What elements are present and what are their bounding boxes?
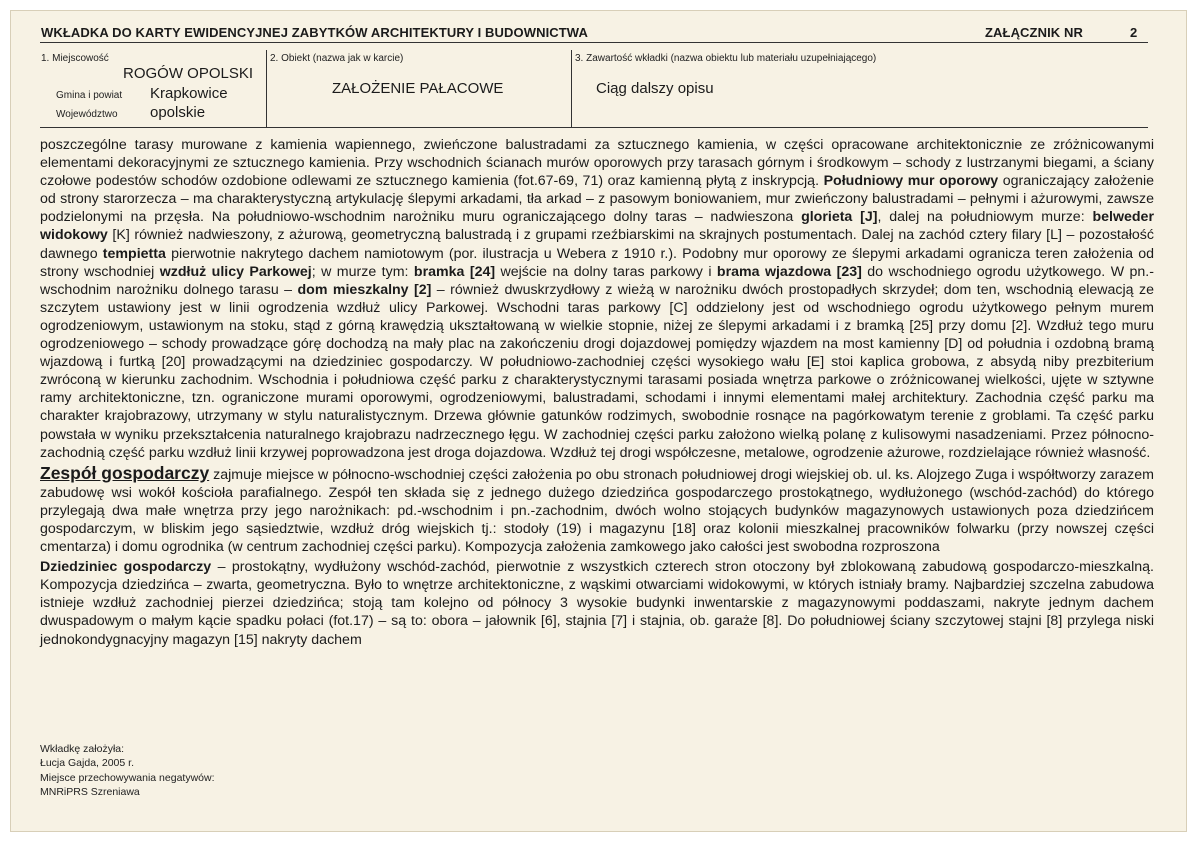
storage-label: Miejsce przechowywania negatywów:	[40, 772, 215, 784]
body-text: poszczególne tarasy murowane z kamienia wapiennego, zwieńczone balustradami za sztucznego kamienia, w części opracowane architektonicznie ze zróżnicowanymi elementami dekoracyjnymi ze sztucznego kamienia. Przy wschodnich ścianach murów oporowych przy tarasach górnym i środkowym – schody z lustrzanymi biegami, a ściany czołowe podestów schodów ozdobione odlewami ze sztucznego kamienia (fot.67-69, 71) oraz kamienną płytą z inskrypcją.	[40, 137, 1154, 190]
commune-label: Gmina i powiat	[56, 90, 123, 101]
emphasized-term: wzdłuż ulicy Parkowej	[159, 263, 312, 280]
description-body	[40, 136, 1154, 649]
emphasized-term: brama wjazdowa [23]	[716, 263, 862, 280]
header-rule	[40, 42, 1148, 43]
contents-label: 3. Zawartość wkładki (nazwa obiektu lub materiału uzupełniającego)	[575, 53, 877, 64]
locality-label: 1. Miejscowość	[41, 53, 109, 64]
voivodeship-label: Województwo	[56, 109, 118, 120]
paragraph-park	[40, 136, 1154, 462]
body-text: , dalej na południowym murze:	[877, 209, 1093, 226]
emphasized-term: glorieta [J]	[801, 209, 878, 226]
body-text: do wschodniego ogrodu użytkowego. W pn.-wschodnim narożniku dolnego tarasu –	[40, 263, 1154, 298]
annex-number: 2	[1130, 25, 1138, 40]
object-value: ZAŁOŻENIE PAŁACOWE	[332, 80, 504, 97]
paragraph-farm-complex	[40, 464, 1154, 556]
storage-value: MNRiPRS Szreniawa	[40, 786, 140, 798]
emphasized-term: belweder widokowy	[40, 209, 1154, 244]
body-text: wejście na dolny taras parkowy i	[495, 263, 717, 280]
emphasized-term: Dziedziniec gospodarczy	[40, 559, 212, 576]
field-separator-2	[571, 50, 572, 127]
author-label: Wkładkę założyła:	[40, 743, 125, 755]
emphasized-term: Południowy mur oporowy	[823, 173, 999, 190]
commune-value: Krapkowice	[150, 85, 228, 102]
body-text: – również dwuskrzydłowy z wieżą w narożniku dwóch prostopadłych skrzydeł; dom ten, wschodnią elewacją ze szczytem ustawiony jest w linii ogrodzenia wzdłuż ulicy Parkowej. Wschodni taras parkowy [C] oddzielony jest od wschodniego ogrodu użytkowego pełnym murem ogrodzeniowym, ustawionym na stoku, stąd z górną krawędzią ukształtowaną w wielkie stopnie, niżej ze ślepymi arkadami i z bramką [25] przy domu [2]. Wzdłuż tego muru ogrodzeniowego – schody prowadzące górę dochodzą na mały plac na zakończeniu drogi dojazdowej pomiędzy wjazdem na most kamienny [D] od południa i ozdobną bramą wjazdową i furtką [20] prowadzącymi na dziedziniec gospodarczy. W południowo-zachodniej części wysokiego wału [E] stoi kaplica grobowa, z absydą niby prezbiterium zwróconą w kierunku zachodnim. Wschodnia i południowa część parku z charakterystycznymi tarasami posiada wnętrza parkowe o zróżnicowanej wielkości, ujęte w sztywne ramy architektoniczne, tzn. ograniczone murami oporowymi, ogrodzeniowymi, balustradami, schodami i innymi elementami małej architektury. Zachodnia część parku ma charakter krajobrazowy, utrzymany w stylu naturalistycznym. Drzewa głównie gatunków rodzimych, swobodnie rosnące na pagórkowatym terenie z groblami. Ta część parku powstała w wyniku przekształcenia naturalnego krajobrazu nadrzecznego łęgu. W zachodniej części parku założono wielką polanę z kulisowymi nasadzeniami. Przez północno-zachodnią część parku wzdłuż linii krzywej poprowadzona jest droga dojazdowa. Wzdłuż tej drogi współczesne, metalowe, ogrodzenie ażurowe, rozdzielające również własność.	[40, 281, 1154, 461]
body-text: – prostokątny, wydłużony wschód-zachód, pierwotnie z wszystkich czterech stron otoczony był zblokowaną zabudową gospodarczo-mieszkalną. Kompozycja dziedzińca – zwarta, geometryczna. Było to wnętrze architektoniczne, z wąskimi otwarciami widokowymi, w których istniały bramy. Najbardziej szczelna zabudowa istnieje wzdłuż zachodniej pierzei dziedzińca; stoją tam kolejno od północy 3 wysokie budynki inwentarskie z magazynowymi poddaszami, nakryte jednym dachem dwuspadowym o małym kącie spadku połaci (fot.17) – są to: obora – jałownik [6], stajnia [7] i stajnia, ob. garaże [8]. Do południowej ściany szczytowej stajni [8] przylega niski jednokondygnacyjny magazyn [15] nakryty dachem	[40, 559, 1154, 648]
body-text: ograniczający założenie od strony starorzecza – ma charakterystyczną artykulację ślepymi arkadami, tła arkad – z pasowym boniowaniem, mur zwieńczony balustradami – pełnymi i ażurowymi, zawsze podzielonymi na przęsła. Na południowo-wschodnim narożniku muru ograniczającego dolny taras – nadwieszona	[40, 173, 1154, 226]
section-heading: Zespół gospodarczy	[40, 462, 210, 483]
voivodeship-value: opolskie	[150, 104, 206, 121]
document-title: WKŁADKA DO KARTY EWIDENCYJNEJ ZABYTKÓW ARCHITEKTURY I BUDOWNICTWA	[41, 25, 588, 40]
author-name: Łucja Gajda, 2005 r.	[40, 757, 134, 769]
emphasized-term: tempietta	[102, 245, 166, 262]
emphasized-term: dom mieszkalny [2]	[297, 281, 432, 298]
fields-bottom-rule	[40, 127, 1148, 128]
body-text: pierwotnie nakrytego dachem namiotowym (por. ilustracja u Webera z 1910 r.). Podobny mur oporowy ze ślepymi arkadami ogranicza teren założenia od strony wschodniej	[40, 245, 1155, 280]
locality-value: ROGÓW OPOLSKI	[123, 65, 254, 82]
annex-label: ZAŁĄCZNIK NR	[985, 25, 1083, 40]
field-separator-1	[266, 50, 267, 127]
emphasized-term: bramka [24]	[413, 263, 496, 280]
object-label: 2. Obiekt (nazwa jak w karcie)	[270, 53, 404, 64]
body-text: ; w murze tym:	[311, 263, 414, 280]
body-text: [K] również nadwieszony, z ażurową, geometryczną balustradą i z grupami rzeźbiarskimi na skrajnych postumentach. Dalej na zachód cztery filary [L] – pozostałość dawnego	[40, 227, 1154, 262]
contents-value: Ciąg dalszy opisu	[596, 80, 714, 97]
body-text: zajmuje miejsce w północno-wschodniej części założenia po obu stronach południowej drogi wiejskiej ob. ul. ks. Alojzego Zuga i współtworzy zarazem zabudowę wsi wokół kościoła parafialnego. Zespół ten składa się z jednego dużego dziedzińca gospodarczego prostokątnego, wydłużonego (wschód-zachód) do którego przylegają dwa małe wnętrza przy jego narożnikach: pd.-wschodnim i pn.-zachodnim, dwóch wolno stojących budynków magazynowych ustawionych poza dziedzińcem gospodarczym, w bliskim jego sąsiedztwie, wzdłuż dróg wiejskich tj.: stodoły (19) i magazynu [18] oraz kolonii mieszkalnej pracowników folwarku (przy nowszej części cmentarza) i domu ogrodnika (w centrum zachodniej części parku). Kompozycja założenia zamkowego jako całości jest swobodna rozproszona	[40, 466, 1154, 556]
paragraph-farm-courtyard	[40, 558, 1154, 648]
